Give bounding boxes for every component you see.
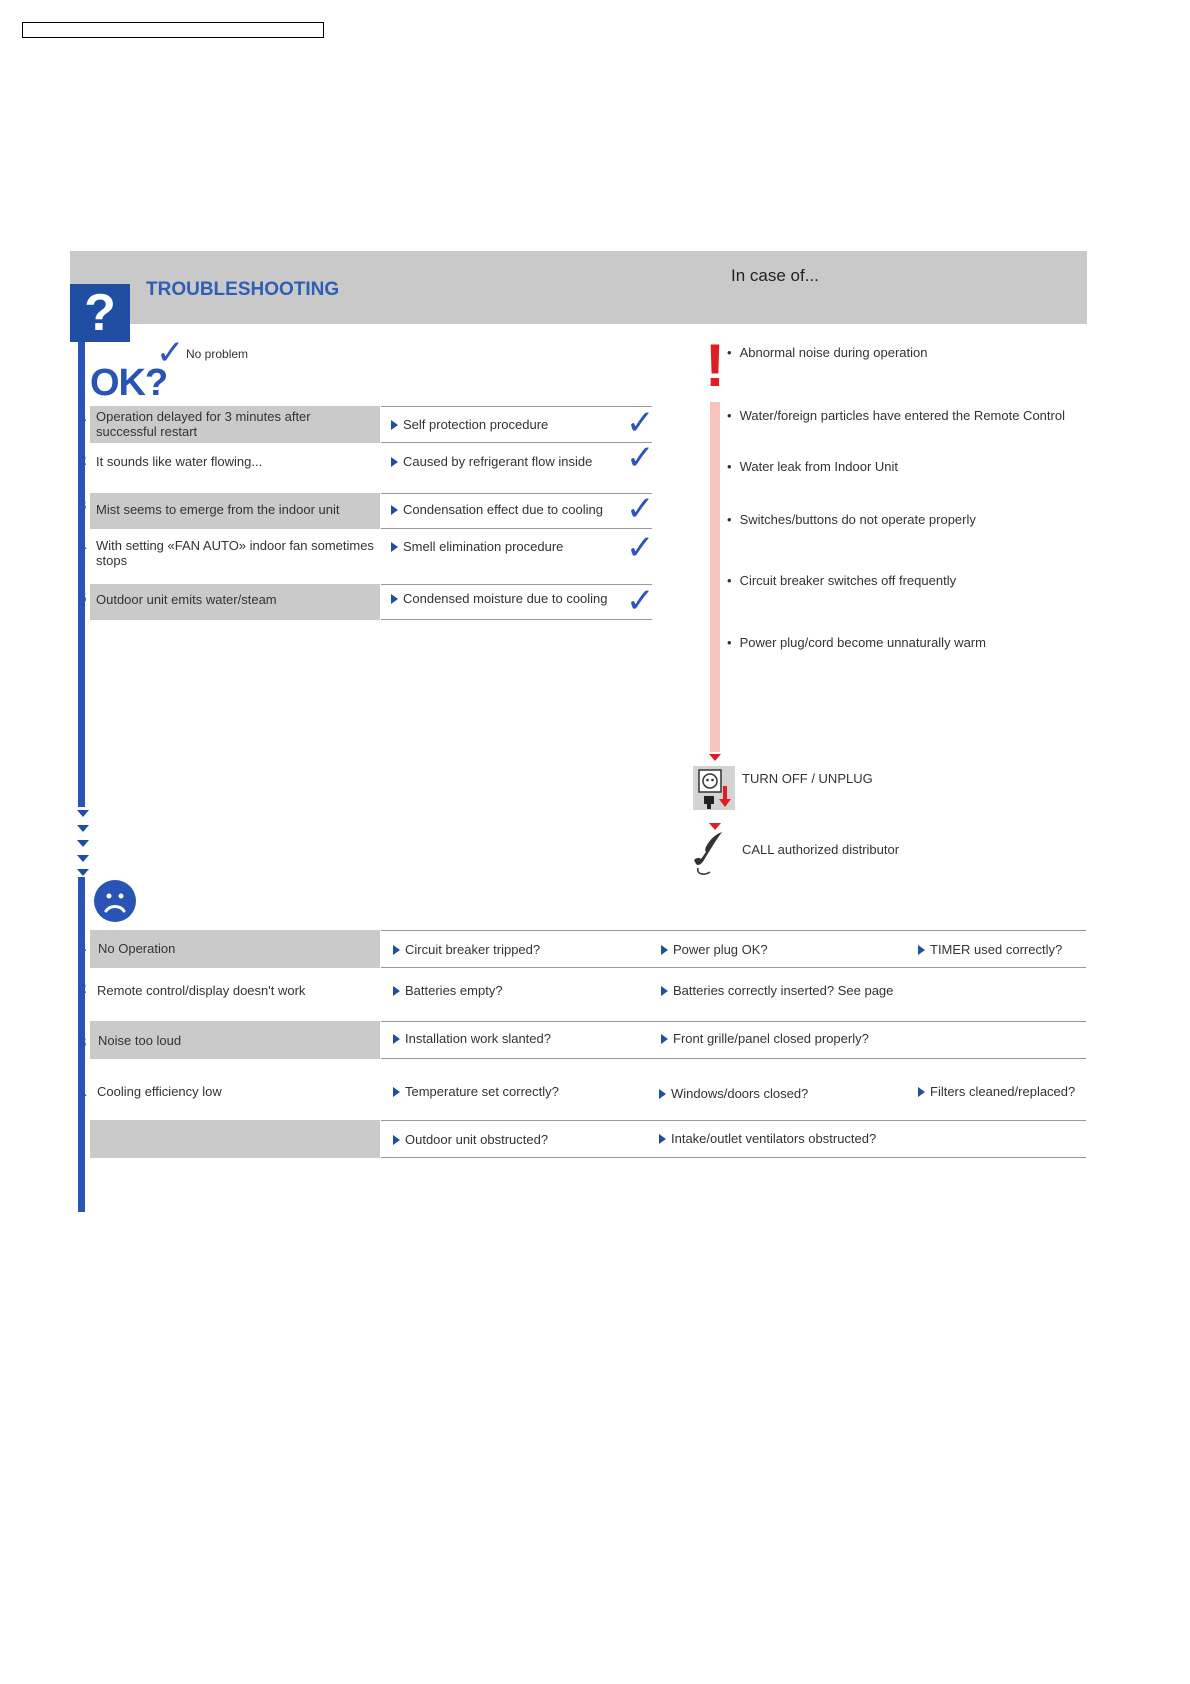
check-item: Installation work slanted?	[393, 1031, 551, 1046]
checkmark-icon: ✓	[626, 582, 655, 620]
arrow-right-icon	[661, 1034, 668, 1044]
table-row	[90, 406, 380, 443]
issue-text: Operation delayed for 3 minutes after successful restart	[96, 409, 311, 439]
unplug-icon	[693, 766, 735, 810]
arrow-right-icon	[393, 1034, 400, 1044]
down-arrow-icon	[709, 754, 721, 761]
checkmark-icon: ✓	[626, 529, 655, 567]
warning-item: • Switches/buttons do not operate properly	[727, 512, 976, 527]
check-item: Power plug OK?	[661, 942, 768, 957]
arrow-right-icon	[391, 420, 398, 430]
arrow-right-icon	[393, 1087, 400, 1097]
arrow-right-icon	[393, 1135, 400, 1145]
cause-text: Smell elimination procedure	[403, 539, 564, 554]
arrow-right-icon	[659, 1089, 666, 1099]
arrow-right-icon	[391, 594, 398, 604]
warning-item: • Circuit breaker switches off frequently	[727, 573, 956, 588]
issue-text: Outdoor unit emits water/steam	[96, 592, 277, 607]
header-placeholder-box	[22, 22, 324, 38]
check-item: Front grille/panel closed properly?	[661, 1031, 869, 1046]
row-number: 2	[78, 452, 87, 469]
issue-text: Noise too loud	[98, 1033, 182, 1048]
arrow-right-icon	[659, 1134, 666, 1144]
table-row	[90, 1021, 380, 1059]
row-number: 4	[78, 1085, 87, 1102]
arrow-right-icon	[391, 505, 398, 515]
checkmark-icon: ✓	[626, 404, 655, 442]
table-row	[90, 930, 380, 968]
issue-text: Mist seems to emerge from the indoor unit	[96, 502, 340, 517]
down-arrow-icon	[77, 825, 89, 832]
table-row	[90, 584, 380, 620]
no-problem-legend: No problem	[186, 347, 249, 361]
row-number: 5	[78, 590, 87, 607]
cause-text: Self protection procedure	[403, 417, 549, 432]
checkmark-icon: ✓	[156, 334, 185, 372]
down-arrow-icon	[77, 855, 89, 862]
row-number: 4	[78, 538, 87, 555]
warning-exclamation-icon: !	[705, 332, 725, 399]
warning-item: • Abnormal noise during operation	[727, 345, 927, 360]
sad-face-icon	[94, 880, 136, 922]
cause-text: Condensation effect due to cooling	[403, 502, 603, 517]
warning-progress-bar	[710, 402, 720, 752]
issue-text: Remote control/display doesn't work	[97, 983, 306, 998]
check-item: Outdoor unit obstructed?	[393, 1132, 548, 1147]
table-row	[90, 532, 380, 582]
turn-off-instruction: TURN OFF / UNPLUG	[742, 771, 873, 786]
row-number: 3	[78, 497, 87, 514]
cause-text: Caused by refrigerant flow inside	[403, 454, 593, 469]
arrow-right-icon	[918, 945, 925, 955]
issue-text: It sounds like water flowing...	[96, 454, 263, 469]
check-item: Batteries empty?	[393, 983, 503, 998]
warning-item: • Power plug/cord become unnaturally warm	[727, 635, 986, 650]
down-arrow-icon	[77, 810, 89, 817]
arrow-right-icon	[918, 1087, 925, 1097]
cause-cell	[381, 406, 652, 443]
check-item: Batteries correctly inserted? See page	[661, 983, 893, 998]
row-number: 1	[78, 408, 87, 425]
cause-cell	[381, 493, 652, 529]
warning-item: • Water/foreign particles have entered the Remote Control	[727, 408, 1065, 423]
table-row	[90, 493, 380, 529]
down-arrow-icon	[77, 869, 89, 876]
check-item: TIMER used correctly?	[918, 942, 1062, 957]
arrow-right-icon	[391, 457, 398, 467]
check-item: Filters cleaned/replaced?	[918, 1084, 1075, 1099]
cause-cell	[381, 532, 652, 582]
issue-text: Cooling efficiency low	[97, 1084, 222, 1099]
arrow-right-icon	[661, 945, 668, 955]
row-number: 3	[78, 1034, 87, 1051]
check-item: Intake/outlet ventilators obstructed?	[659, 1131, 876, 1146]
in-case-of-heading: In case of...	[731, 266, 819, 285]
check-item: Temperature set correctly?	[393, 1084, 559, 1099]
check-item: Windows/doors closed?	[659, 1086, 808, 1101]
question-mark-icon: ?	[70, 284, 130, 342]
arrow-right-icon	[393, 986, 400, 996]
checkmark-icon: ✓	[626, 439, 655, 477]
arrow-right-icon	[661, 986, 668, 996]
check-item: Circuit breaker tripped?	[393, 942, 540, 957]
cause-cell	[381, 445, 652, 491]
phone-icon	[692, 830, 732, 878]
arrow-right-icon	[393, 945, 400, 955]
table-row	[90, 1120, 380, 1158]
ok-label: OK?	[90, 362, 168, 404]
warning-item: • Water leak from Indoor Unit	[727, 459, 898, 474]
row-number: 2	[78, 980, 87, 997]
table-row	[90, 445, 380, 491]
issue-text: No Operation	[98, 941, 176, 956]
arrow-right-icon	[391, 542, 398, 552]
issue-text: With setting «FAN AUTO» indoor fan sometimes stops	[96, 538, 374, 568]
row-number: 1	[78, 938, 87, 955]
cause-text: Condensed moisture due to cooling	[403, 591, 608, 606]
checkmark-icon: ✓	[626, 490, 655, 528]
down-arrow-icon	[77, 840, 89, 847]
cause-cell	[381, 584, 652, 620]
page-title: TROUBLESHOOTING	[146, 279, 340, 300]
down-arrow-icon	[709, 823, 721, 830]
call-instruction: CALL authorized distributor	[742, 842, 900, 857]
